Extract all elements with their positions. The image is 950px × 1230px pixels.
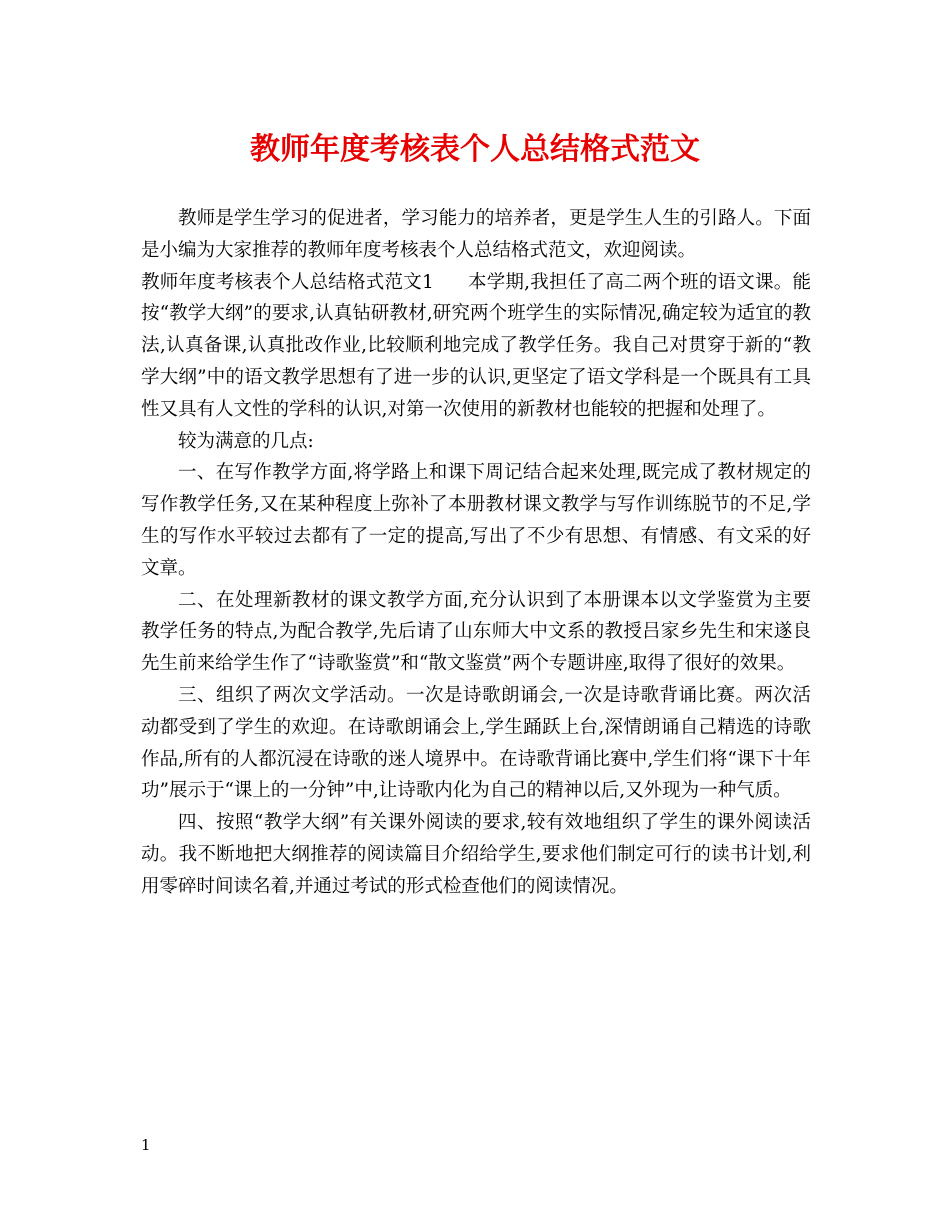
point-2-paragraph: 二、在处理新教材的课文教学方面,充分认识到了本册课本以文学鉴赏为主要教学任务的特点,为配合教学,先后请了山东师大中文系的教授吕家乡先生和宋遂良先生前来给学生作了“诗歌鉴赏”和“散文鉴赏”两个专题讲座,取得了很好的效果。 <box>141 589 811 675</box>
point-4-paragraph: 四、按照“教学大纲”有关课外阅读的要求,较有效地组织了学生的课外阅读活动。我不断地把大纲推荐的阅读篇目介绍给学生,要求他们制定可行的读书计划,利用零碎时间读名着,并通过考试的形式检查他们的阅读情况。 <box>141 812 811 897</box>
point-3-paragraph: 三、组织了两次文学活动。一次是诗歌朗诵会,一次是诗歌背诵比赛。两次活动都受到了学生的欢迎。在诗歌朗诵会上,学生踊跃上台,深情朗诵自己精选的诗歌作品,所有的人都沉浸在诗歌的迷人境界中。在诗歌背诵比赛中,学生们将“课下十年功”展示于“课上的一分钟”中,让诗歌内化为自己的精神以后,又外现为一种气质。 <box>141 684 811 802</box>
document-body <box>141 203 811 903</box>
intro-paragraph: 教师是学生学习的促进者，学习能力的培养者，更是学生人生的引路人。下面是小编为大家推荐的教师年度考核表个人总结格式范文，欢迎阅读。 <box>141 208 811 261</box>
section1-heading: 教师年度考核表个人总结格式范文1 <box>141 271 434 293</box>
point-1-paragraph: 一、在写作教学方面,将学路上和课下周记结合起来处理,既完成了教材规定的写作教学任务,又在某种程度上弥补了本册教材课文教学与写作训练脱节的不足,学生的写作水平较过去都有了一定的提高,写出了不少有思想、有情感、有文采的好文章。 <box>141 462 811 579</box>
section1-text: 本学期,我担任了高二两个班的语文课。能按“教学大纲”的要求,认真钻研教材,研究两个班学生的实际情况,确定较为适宜的教法,认真备课,认真批改作业,比较顺利地完成了教学任务。我自己对贯穿于新的“教学大纲”中的语文教学思想有了进一步的认识,更坚定了语文学科是一个既具有工具性又具有人文性的学科的认识,对第一次使用的新教材也能较的把握和处理了。 <box>141 271 811 420</box>
page-number: 1 <box>141 1136 151 1154</box>
page-title: 教师年度考核表个人总结格式范文 <box>250 132 700 167</box>
satisfied-heading: 较为满意的几点: <box>178 430 314 452</box>
section1-paragraph <box>141 267 811 426</box>
